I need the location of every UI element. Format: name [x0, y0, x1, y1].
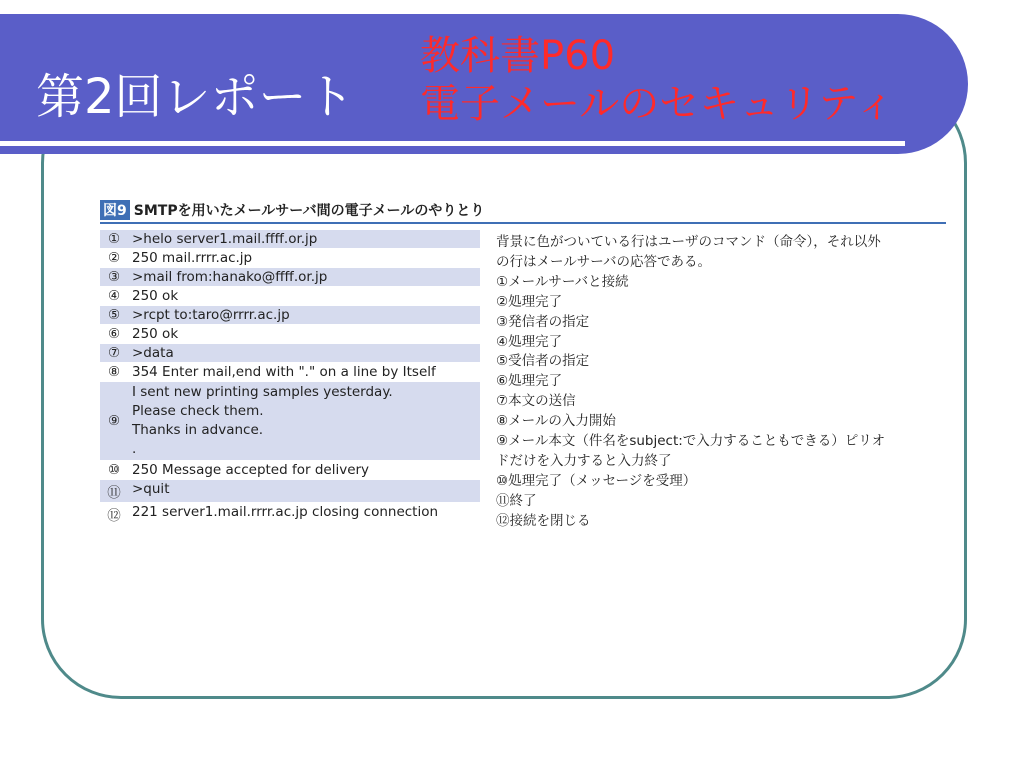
table-row: [100, 503, 480, 526]
row-text: 250 ok: [128, 325, 480, 344]
message-body-line: I sent new printing samples yesterday.: [132, 384, 393, 400]
row-number: ③: [100, 268, 128, 287]
table-row: [100, 461, 480, 480]
row-text: >rcpt to:taro@rrrr.ac.jp: [128, 306, 480, 325]
row-number: ④: [100, 287, 128, 306]
message-body-line: Thanks in advance.: [132, 422, 264, 438]
smtp-table: [100, 230, 480, 526]
note-line: ⑥処理完了: [496, 373, 563, 390]
note-line: ①メールサーバと接続: [496, 273, 629, 290]
row-number: ⑤: [100, 306, 128, 325]
figure-caption-text: SMTPを用いたメールサーバ間の電子メールのやりとり: [133, 203, 485, 219]
row-text: >mail from:hanako@ffff.or.jp: [128, 268, 480, 287]
caption-rule: [100, 222, 946, 224]
row-number: ⑦: [100, 344, 128, 363]
subtitle-line-1: 教科書P60: [420, 33, 616, 79]
row-text: 250 Message accepted for delivery: [128, 461, 480, 480]
table-row: [100, 249, 480, 268]
row-text: 250 ok: [128, 287, 480, 306]
note-line: ドだけを入力すると入力終了: [496, 452, 672, 469]
note-line: ⑫接続を閉じる: [496, 512, 591, 529]
table-row: [100, 306, 480, 325]
title-banner: [0, 14, 968, 154]
row-text: 250 mail.rrrr.ac.jp: [128, 249, 480, 268]
message-body-line: .: [132, 441, 137, 457]
slide-title: 第2回レポート: [36, 69, 355, 125]
row-number: ⑧: [100, 363, 128, 382]
table-row: [100, 268, 480, 287]
row-number: ②: [100, 249, 128, 268]
row-text: >quit: [128, 480, 480, 503]
note-line: ③発信者の指定: [496, 313, 590, 330]
row-number: ⑩: [100, 461, 128, 480]
subtitle-line-2: 電子メールのセキュリティ: [420, 81, 896, 127]
row-text: [128, 382, 480, 461]
row-text: >helo server1.mail.ffff.or.jp: [128, 230, 480, 249]
table-row: [100, 344, 480, 363]
row-number: ①: [100, 230, 128, 249]
note-line: ④処理完了: [496, 333, 563, 350]
row-text: 221 server1.mail.rrrr.ac.jp closing connection: [128, 503, 480, 526]
note-line: ⑨メール本文（件名をsubject:で入力することもできる）ピリオ: [496, 433, 886, 450]
row-number: ⑥: [100, 325, 128, 344]
note-line: ⑪終了: [496, 492, 537, 509]
table-row: [100, 382, 480, 461]
note-line: の行はメールサーバの応答である。: [496, 253, 712, 270]
message-body-line: Please check them.: [132, 403, 264, 419]
slide-subtitle: [420, 32, 895, 128]
figure-badge: 図9: [100, 200, 130, 220]
row-number: ⑪: [100, 480, 128, 503]
table-row: [100, 363, 480, 382]
note-line: ⑦本文の送信: [496, 393, 576, 410]
note-line: ⑧メールの入力開始: [496, 413, 616, 430]
row-text: 354 Enter mail,end with "." on a line by Itself: [128, 363, 480, 382]
note-line: ⑩処理完了（メッセージを受理）: [496, 472, 697, 489]
table-row: [100, 230, 480, 249]
row-number: ⑨: [100, 382, 128, 461]
row-text: >data: [128, 344, 480, 363]
figure-caption: [100, 200, 484, 220]
note-line: 背景に色がついている行はユーザのコマンド（命令），それ以外: [496, 234, 881, 250]
note-line: ②処理完了: [496, 293, 563, 310]
row-number: ⑫: [100, 503, 128, 526]
table-row: [100, 325, 480, 344]
title-underline: [0, 141, 905, 146]
table-row: [100, 287, 480, 306]
note-line: ⑤受信者の指定: [496, 353, 590, 370]
table-row: [100, 480, 480, 503]
explanation-notes: [496, 233, 946, 532]
